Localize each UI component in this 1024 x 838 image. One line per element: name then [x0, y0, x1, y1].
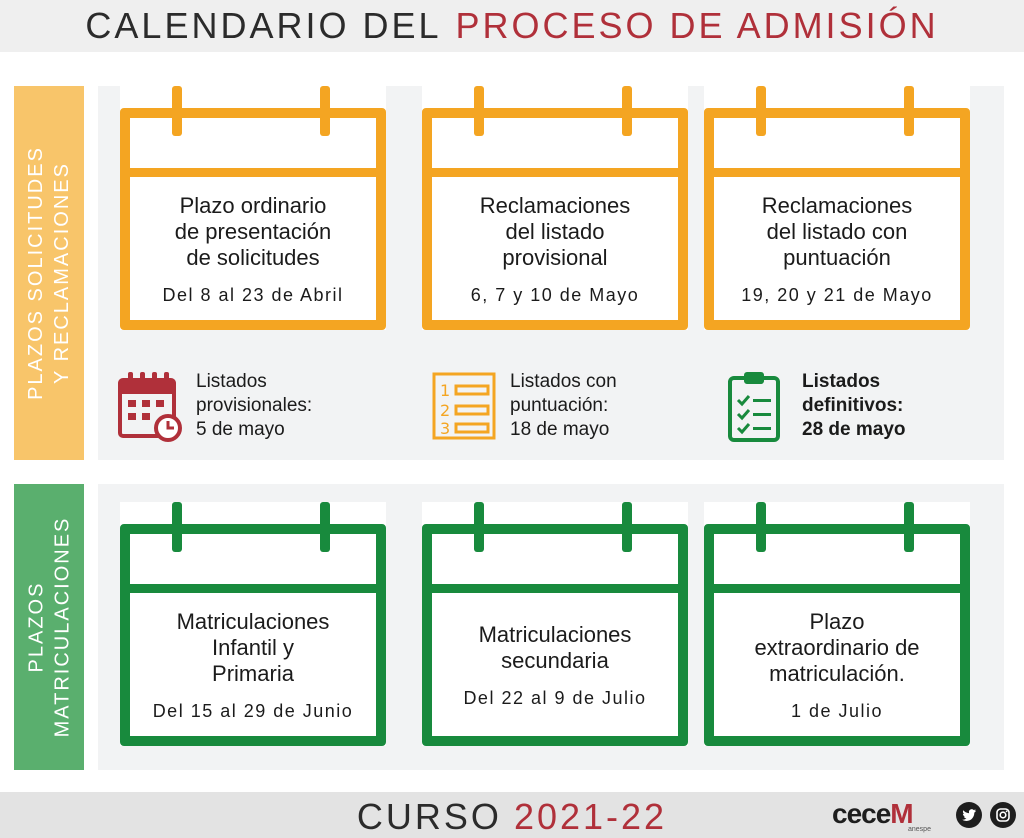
calendar-ring-icon [622, 86, 632, 136]
calendar-ring-icon [904, 502, 914, 552]
calendar-card-reclamaciones-provisional [422, 86, 688, 330]
cecem-logo [832, 798, 913, 830]
page-title-part2: PROCESO DE ADMISIÓN [455, 5, 939, 46]
instagram-icon[interactable] [990, 802, 1016, 828]
matriculaciones-panel [98, 484, 1004, 770]
page-title-part1: CALENDARIO DEL [85, 5, 442, 46]
card-date: Del 22 al 9 de Julio [463, 687, 647, 708]
calendar-ring-icon [756, 86, 766, 136]
calendar-ring-icon [172, 86, 182, 136]
section-label-matriculaciones [14, 484, 84, 770]
page-header [0, 0, 1024, 52]
listado-definitivo [724, 368, 906, 444]
calendar-ring-icon [320, 86, 330, 136]
logo-accent-text: M [890, 798, 913, 829]
listado-puntuacion [432, 368, 617, 444]
logo-sub-text: anespe [908, 826, 931, 833]
listado-text: Listados definitivos: 28 de mayo [802, 371, 906, 440]
listado-provisional [118, 368, 312, 444]
calendar-card-infantil-primaria [120, 502, 386, 746]
calendar-ring-icon [474, 502, 484, 552]
twitter-icon[interactable] [956, 802, 982, 828]
calendar-card-reclamaciones-puntuacion [704, 86, 970, 330]
calendar-ring-icon [904, 86, 914, 136]
listado-text: Listados con puntuación: 18 de mayo [510, 371, 617, 440]
calendar-ring-icon [622, 502, 632, 552]
listado-text: Listados provisionales: 5 de mayo [196, 371, 313, 440]
card-title: Reclamaciones del listado provisional [479, 192, 631, 270]
card-title: Plazo ordinario de presentación de solicitudes [174, 192, 332, 270]
logo-main-text: cece [832, 798, 891, 829]
svg-text:2: 2 [440, 401, 451, 420]
clipboard-check-icon [724, 368, 788, 444]
calendar-card-secundaria [422, 502, 688, 746]
calendar-clock-icon [118, 368, 182, 444]
calendar-card-extraordinario [704, 502, 970, 746]
course-year: 2021-22 [513, 796, 668, 837]
section-label-line2: Y RECLAMACIONES [51, 162, 73, 384]
card-title: Matriculaciones Infantil y Primaria [176, 608, 330, 686]
card-date: 19, 20 y 21 de Mayo [741, 284, 933, 305]
section-label-solicitudes [14, 86, 84, 460]
calendar-ring-icon [474, 86, 484, 136]
calendar-ring-icon [756, 502, 766, 552]
course-label: CURSO [356, 796, 502, 837]
calendar-ring-icon [320, 502, 330, 552]
calendar-ring-icon [172, 502, 182, 552]
card-date: Del 8 al 23 de Abril [162, 284, 344, 305]
card-title: Plazo extraordinario de matriculación. [754, 608, 920, 686]
section-label-line1: PLAZOS SOLICITUDES [25, 146, 47, 400]
page-footer [0, 792, 1024, 838]
numbered-list-icon [432, 368, 496, 444]
section-label-line1: PLAZOS [25, 581, 48, 673]
card-date: 1 de Julio [790, 700, 884, 721]
solicitudes-panel [98, 86, 1004, 460]
card-date: Del 15 al 29 de Junio [152, 700, 354, 721]
calendar-card-plazo-ordinario [120, 86, 386, 330]
card-title: Reclamaciones del listado con puntuación [761, 192, 913, 270]
svg-text:3: 3 [440, 419, 451, 438]
card-title: Matriculaciones secundaria [478, 621, 632, 673]
card-date: 6, 7 y 10 de Mayo [470, 284, 640, 305]
section-label-line2: MATRICULACIONES [51, 516, 74, 738]
svg-text:1: 1 [440, 381, 451, 400]
